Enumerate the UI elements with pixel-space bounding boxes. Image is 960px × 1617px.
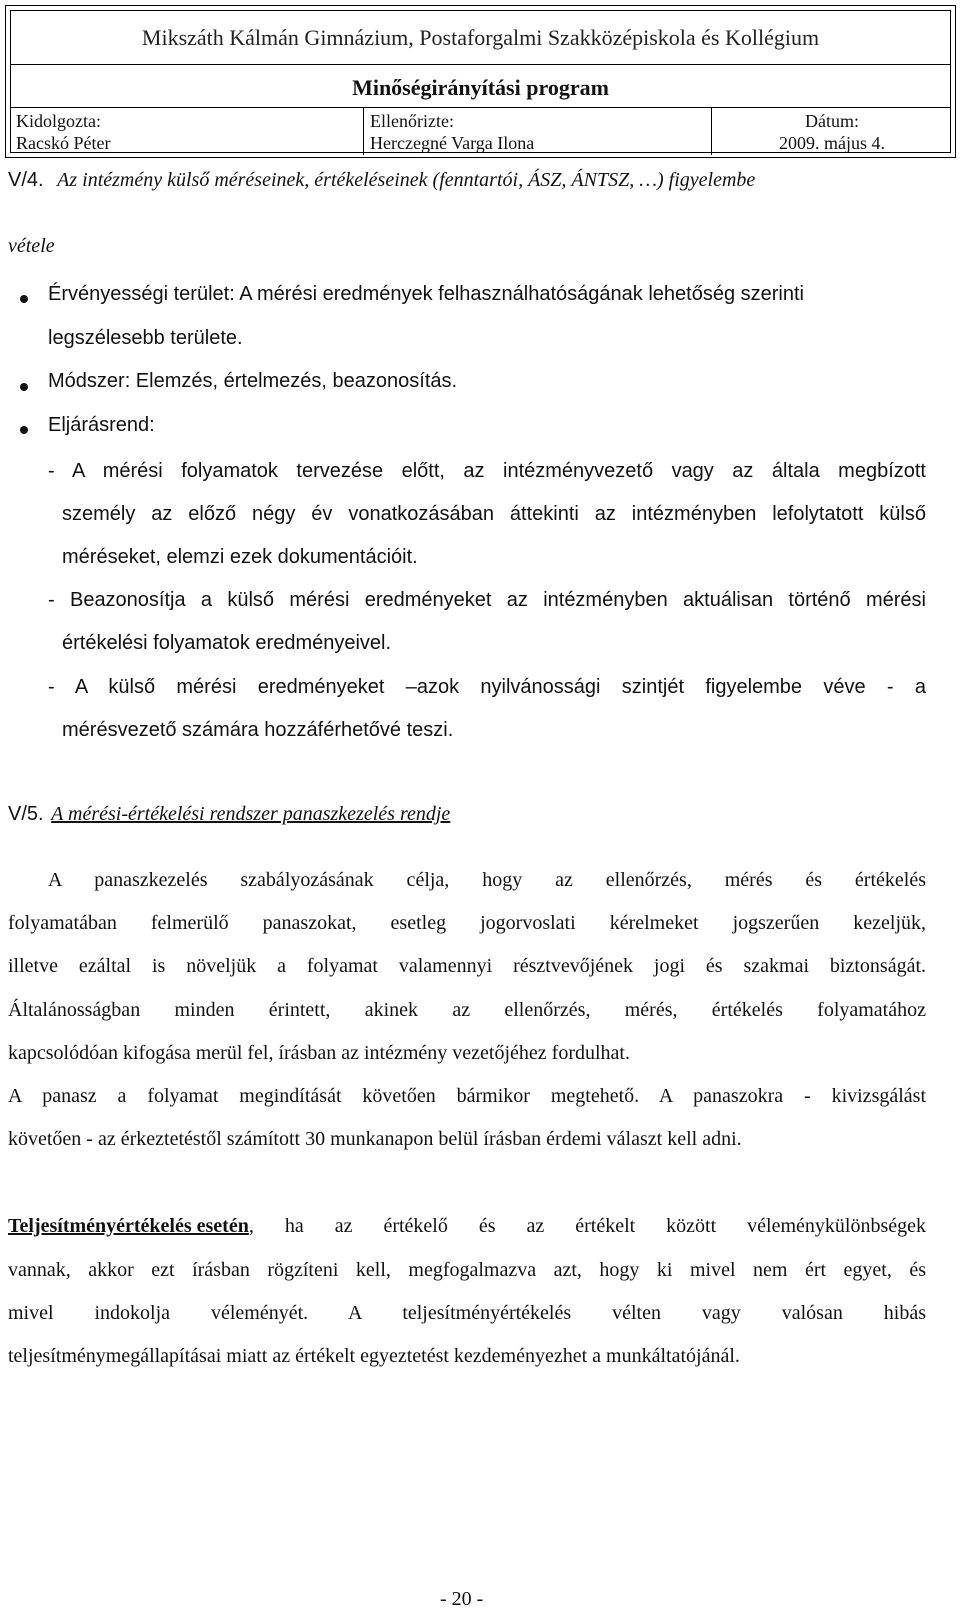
header-meta-row bbox=[11, 107, 950, 155]
scope-line-1 bbox=[48, 282, 926, 306]
step-3-line-1: - A külső mérési eredményeket –azok nyilvánossági szintjét figyelembe véve - a bbox=[48, 676, 926, 698]
step-3-line-2: mérésvezető számára hozzáférhetővé teszi. bbox=[62, 719, 454, 741]
section-v5-number: V/5. bbox=[8, 803, 44, 825]
p1-line-3: illetve ezáltal is növeljük a folyamat valamennyi résztvevőjének jogi és szakmai biztonságát. bbox=[8, 955, 926, 977]
p4-line-1 bbox=[8, 1214, 926, 1238]
date-cell bbox=[712, 108, 952, 155]
bullet-icon bbox=[20, 295, 28, 303]
section-v4-heading bbox=[8, 168, 926, 192]
document-header bbox=[5, 5, 956, 158]
checked-by-label: Ellenőrizte: bbox=[370, 111, 454, 131]
school-name: Mikszáth Kálmán Gimnázium, Postaforgalmi Szakközépiskola és Kollégium bbox=[11, 11, 950, 65]
p4-bold-phrase: Teljesítményértékelés esetén bbox=[8, 1215, 249, 1237]
prepared-by-value: Racskó Péter bbox=[16, 133, 111, 153]
p4-line-3: mivel indokolja véleményét. A teljesítményértékelés vélten vagy valósan hibás bbox=[8, 1302, 926, 1324]
section-v4-number: V/4. bbox=[8, 169, 44, 191]
p2-line-1: Általánosságban minden érintett, akinek az ellenőrzés, mérés, értékelés folyamatához bbox=[8, 999, 926, 1021]
prepared-by-cell bbox=[11, 108, 364, 155]
method-text: Módszer: Elemzés, értelmezés, beazonosítás. bbox=[48, 370, 458, 392]
p3-line-2: követően - az érkeztetéstől számított 30 munkanapon belül írásban érdemi választ kell adni. bbox=[8, 1128, 742, 1150]
procedure-label: Eljárásrend: bbox=[48, 414, 155, 436]
step-1-line-2: személy az előző négy év vonatkozásában áttekinti az intézményben lefolytatott külső bbox=[62, 503, 926, 525]
p3-line-1: A panasz a folyamat megindítását követően bármikor megtehető. A panaszokra - kivizsgálást bbox=[8, 1085, 926, 1107]
scope-text-1: Érvényességi terület: A mérési eredmények felhasználhatóságának lehetőség szerinti bbox=[48, 283, 804, 305]
step-2-line-2: értékelési folyamatok eredményeivel. bbox=[62, 632, 392, 654]
date-label: Dátum: bbox=[805, 111, 859, 131]
section-v4-title-cont: vétele bbox=[8, 235, 55, 257]
p2-line-2: kapcsolódóan kifogása merül fel, írásban az intézmény vezetőjéhez fordulhat. bbox=[8, 1042, 630, 1064]
program-title: Minőségirányítási program bbox=[352, 75, 609, 100]
p1-line-2: folyamatában felmerülő panaszokat, esetleg jogorvoslati kérelmeket jogszerűen kezeljük, bbox=[8, 912, 926, 934]
checked-by-value: Herczegné Varga Ilona bbox=[370, 133, 535, 153]
checked-by-cell bbox=[364, 108, 712, 155]
p4-text-1: , ha az értékelő és az értékelt között véleménykülönbségek bbox=[248, 1215, 926, 1237]
page-number: - 20 - bbox=[440, 1588, 484, 1610]
section-v4-title: Az intézmény külső méréseinek, értékeléseinek (fenntartói, ÁSZ, ÁNTSZ, …) figyelembe bbox=[57, 169, 756, 191]
p4-line-4: teljesítménymegállapításai miatt az értékelt egyeztetést kezdeményezhet a munkáltatójánál. bbox=[8, 1345, 740, 1367]
p1-line-1: A panaszkezelés szabályozásának célja, hogy az ellenőrzés, mérés és értékelés bbox=[48, 869, 926, 891]
p4-line-2: vannak, akkor ezt írásban rögzíteni kell, megfogalmazva azt, hogy ki mivel nem ért egyet, és bbox=[8, 1259, 926, 1281]
bullet-icon bbox=[20, 383, 28, 391]
prepared-by-label: Kidolgozta: bbox=[16, 111, 101, 131]
step-2-line-1: - Beazonosítja a külső mérési eredményeket az intézményben aktuálisan történő mérési bbox=[48, 589, 926, 611]
bullet-icon bbox=[20, 426, 28, 434]
step-1-line-1: - A mérési folyamatok tervezése előtt, az intézményvezető vagy az általa megbízott bbox=[48, 460, 926, 482]
date-value: 2009. május 4. bbox=[779, 133, 885, 153]
header-table bbox=[10, 10, 951, 153]
section-v5-title: A mérési-értékelési rendszer panaszkezelés rendje bbox=[51, 803, 451, 825]
step-1-line-3: méréseket, elemzi ezek dokumentációit. bbox=[62, 546, 418, 568]
section-v5-heading bbox=[8, 802, 450, 826]
scope-text-2: legszélesebb területe. bbox=[48, 327, 243, 349]
